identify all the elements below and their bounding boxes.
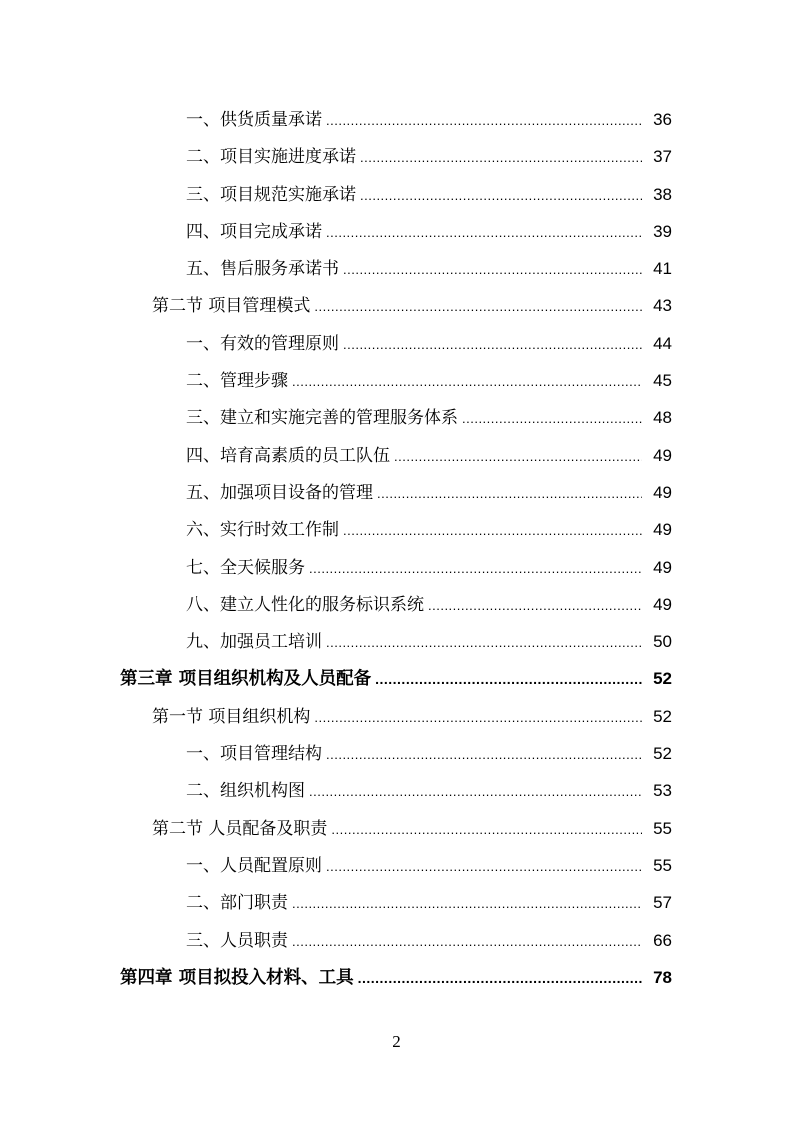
toc-entry-title: 四、项目完成承诺 [186, 221, 322, 242]
toc-entry-title: 四、培育高素质的员工队伍 [186, 445, 390, 466]
toc-entry-item[interactable] [0, 325, 793, 362]
toc-entry-title: 八、建立人性化的服务标识系统 [186, 594, 424, 615]
toc-entry-section[interactable] [0, 698, 793, 735]
toc-dot-leader [358, 960, 642, 997]
toc-entry-page: 37 [653, 147, 672, 167]
toc-entry-title: 一、有效的管理原则 [186, 333, 339, 354]
toc-entry-title: 七、全天候服务 [186, 557, 305, 578]
toc-dot-leader [292, 363, 642, 400]
toc-dot-leader [462, 400, 642, 437]
toc-entry-section[interactable] [0, 287, 793, 324]
toc-entry-page: 52 [653, 744, 672, 764]
toc-entry-title: 第四章 项目拟投入材料、工具 [120, 967, 354, 988]
toc-dot-leader [309, 773, 642, 810]
toc-entry-title: 九、加强员工培训 [186, 632, 322, 653]
toc-entry-item[interactable] [0, 362, 793, 399]
toc-entry-page: 45 [653, 371, 672, 391]
toc-entry-item[interactable] [0, 437, 793, 474]
toc-entry-page: 39 [653, 221, 672, 241]
toc-entry-item[interactable] [0, 847, 793, 884]
toc-entry-page: 44 [653, 333, 672, 353]
toc-dot-leader [292, 885, 642, 922]
toc-dot-leader [360, 139, 642, 176]
toc-entry-page: 53 [653, 781, 672, 801]
toc-dot-leader [343, 512, 642, 549]
toc-entry-page: 52 [653, 669, 672, 689]
toc-entry-page: 49 [653, 557, 672, 577]
toc-entry-page: 49 [653, 445, 672, 465]
toc-entry-title: 一、供货质量承诺 [186, 110, 322, 130]
toc-dot-leader [326, 624, 642, 661]
toc-dot-leader [428, 587, 642, 624]
toc-entry-page: 55 [653, 818, 672, 838]
toc-entry-page: 41 [653, 259, 672, 279]
toc-dot-leader [394, 438, 642, 475]
toc-entry-item[interactable] [0, 399, 793, 436]
toc-entry-item[interactable] [0, 586, 793, 623]
toc-entry-page: 49 [653, 520, 672, 540]
toc-entry-title: 三、人员职责 [186, 930, 288, 951]
toc-dot-leader [326, 214, 642, 251]
toc-dot-leader [314, 699, 642, 736]
toc-entry-title: 三、项目规范实施承诺 [186, 184, 356, 205]
toc-entry-item[interactable] [0, 549, 793, 586]
toc-entry-page: 57 [653, 893, 672, 913]
toc-entry-item[interactable] [0, 138, 793, 175]
toc-entry-title: 二、项目实施进度承诺 [186, 147, 356, 168]
toc-entry-item[interactable] [0, 735, 793, 772]
toc-entry-item[interactable] [0, 511, 793, 548]
toc-entry-page: 52 [653, 706, 672, 726]
toc-entry-item[interactable] [0, 623, 793, 660]
toc-entry-item[interactable] [0, 922, 793, 959]
toc-entry-title: 三、建立和实施完善的管理服务体系 [186, 408, 458, 429]
toc-entry-page: 43 [653, 296, 672, 316]
toc-entry-title: 第二节 人员配备及职责 [152, 818, 328, 839]
toc-entry-page: 49 [653, 482, 672, 502]
toc-dot-leader [292, 923, 642, 960]
toc-dot-leader [326, 848, 642, 885]
toc-entry-page: 66 [653, 930, 672, 950]
toc-entry-title: 六、实行时效工作制 [186, 520, 339, 541]
toc-entry-title: 第二节 项目管理模式 [152, 296, 311, 317]
toc-entry-chapter[interactable] [0, 660, 793, 697]
toc-dot-leader [360, 177, 642, 214]
toc-entry-item[interactable] [0, 213, 793, 250]
toc-entry-title: 二、部门职责 [186, 893, 288, 914]
toc-dot-leader [375, 661, 642, 698]
toc-entry-section[interactable] [0, 810, 793, 847]
toc-entry-title: 第一节 项目组织机构 [152, 706, 311, 727]
toc-entry-item[interactable] [0, 250, 793, 287]
toc-entry-page: 55 [653, 855, 672, 875]
toc-dot-leader [331, 811, 642, 848]
toc-entry-title: 五、加强项目设备的管理 [186, 482, 373, 503]
toc-entry-title: 一、人员配置原则 [186, 855, 322, 876]
toc-entry-item[interactable] [0, 884, 793, 921]
toc-entry-title: 一、项目管理结构 [186, 744, 322, 765]
toc-dot-leader [343, 251, 642, 288]
toc-entry-item[interactable] [0, 101, 793, 138]
toc-entry-title: 五、售后服务承诺书 [186, 259, 339, 280]
table-of-contents [0, 101, 793, 996]
toc-dot-leader [377, 475, 642, 512]
toc-dot-leader [309, 550, 642, 587]
toc-dot-leader [326, 736, 642, 773]
toc-entry-page: 48 [653, 408, 672, 428]
toc-dot-leader [343, 326, 642, 363]
toc-entry-item[interactable] [0, 772, 793, 809]
toc-entry-item[interactable] [0, 176, 793, 213]
toc-entry-page: 36 [653, 110, 672, 129]
toc-entry-title: 第三章 项目组织机构及人员配备 [120, 669, 372, 690]
toc-dot-leader [314, 288, 642, 325]
toc-entry-title: 二、管理步骤 [186, 371, 288, 392]
toc-entry-chapter[interactable] [0, 959, 793, 996]
toc-entry-item[interactable] [0, 474, 793, 511]
toc-entry-page: 49 [653, 594, 672, 614]
toc-entry-title: 二、组织机构图 [186, 781, 305, 802]
toc-entry-page: 38 [653, 184, 672, 204]
toc-entry-page: 78 [653, 967, 672, 987]
toc-dot-leader [326, 102, 642, 139]
page-number: 2 [392, 1032, 401, 1051]
toc-entry-page: 50 [653, 632, 672, 652]
